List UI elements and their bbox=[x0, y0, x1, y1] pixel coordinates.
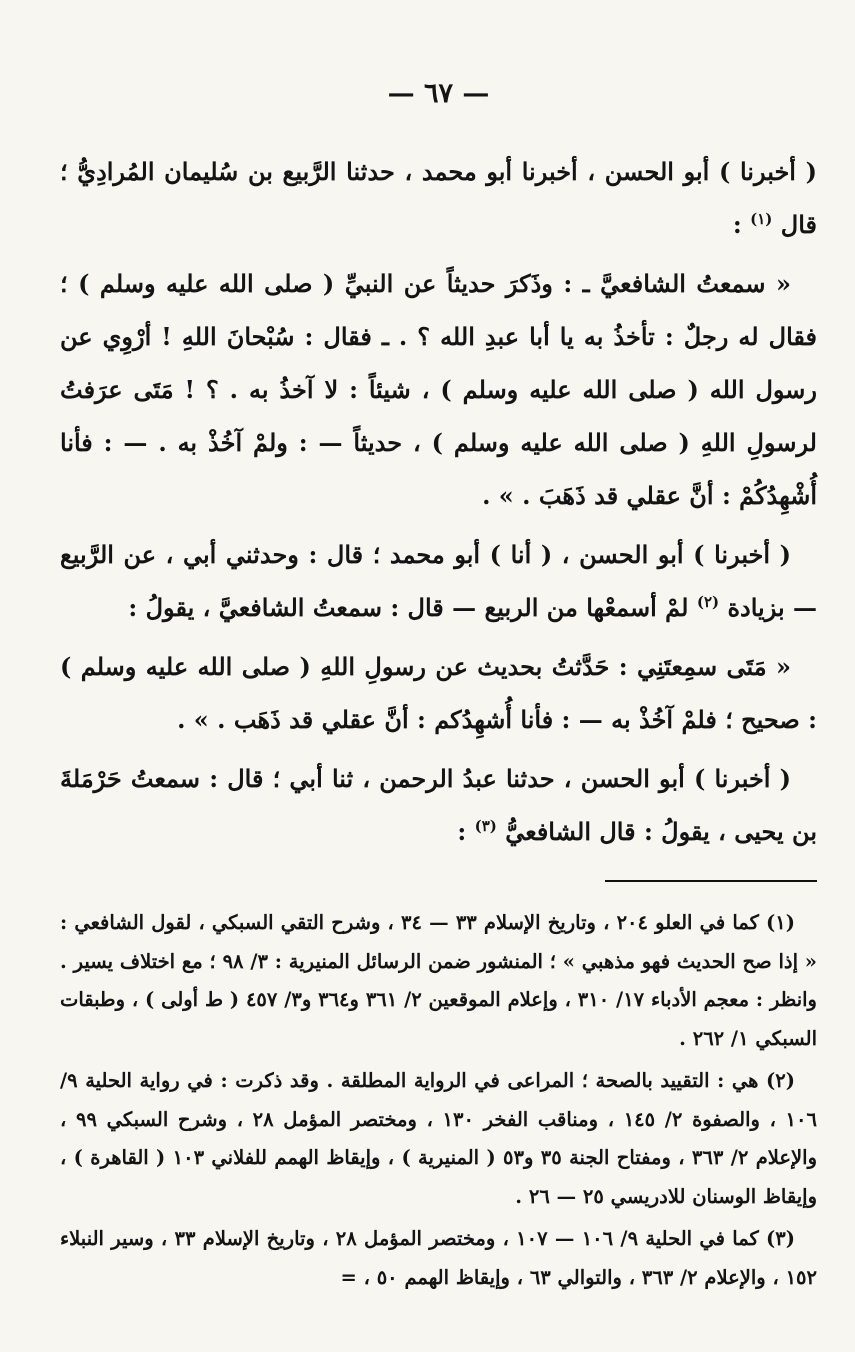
footnote-ref-2: (٢) bbox=[696, 593, 720, 611]
page-number: — ٦٧ — bbox=[387, 78, 490, 109]
footnote-1: (١) كما في العلو ٢٠٤ ، وتاريخ الإسلام ٣٣ — ٣٤ ، وشرح التقي السبكي ، لقول الشافعي : « إذا صح الحديث فهو مذهبي » ؛ المنشور ضمن الرسائل المنيرية : ٣/ ٩٨ ؛ مع اختلاف يسير . وانظر : معجم الأدباء ١٧/ ٣١٠ ، وإعلام الموقعين ٢/ ٣٦١ و٣٦٤ و٣/ ٤٥٧ ( ط أولى ) ، وطبقات السبكي ١/ ٢٦٢ . bbox=[60, 911, 817, 1050]
paragraph-5-text: ( أخبرنا ) أبو الحسن ، حدثنا عبدُ الرحمن ، ثنا أبي ؛ قال : سمعتُ حَرْمَلةَ بن يحيى ، يقولُ : قال الشافعيُّ bbox=[60, 764, 817, 846]
paragraph-4: « مَتَى سمِعتَنِي : حَدَّثتُ بحديث عن رسولِ اللهِ ( صلى الله عليه وسلم ) : صحيح ؛ فلمْ آخُذْ به — : فأنا أُشهِدُكم : أنَّ عقلي قد ذَهَب . » . bbox=[60, 652, 817, 734]
paragraph-2: « سمعتُ الشافعيَّ ـ : وذَكرَ حديثاً عن النبيِّ ( صلى الله عليه وسلم ) ؛ فقال له رجلٌ : تأخذُ به يا أبا عبدِ الله ؟ . ـ فقال : سُبْحانَ اللهِ ! أرْوِي عن رسول الله ( صلى الله عليه وسلم ) ، شيئاً : لا آخذُ به . ؟ ! مَتَى عرَفتُ لرسولِ اللهِ ( صلى الله عليه وسلم ) ، حديثاً — : ولمْ آخُذْ به . — : فأنا أُشْهِدُكُمْ : أنَّ عقلي قد ذَهَبَ . » . bbox=[60, 269, 817, 510]
footnote-ref-1: (١) bbox=[750, 210, 773, 228]
footnote-ref-3: (٣) bbox=[474, 817, 497, 835]
paragraph-3-cont: لمْ أسمعْها من الربيع — قال : سمعتُ الشافعيَّ ، يقولُ : bbox=[128, 593, 689, 622]
footnote-divider bbox=[605, 880, 817, 882]
paragraph-5 bbox=[60, 752, 817, 858]
footnotes bbox=[60, 904, 817, 1297]
main-text bbox=[60, 145, 817, 858]
footnote-2: (٢) هي : التقييد بالصحة ؛ المراعى في الرواية المطلقة . وقد ذكرت : في رواية الحلية ٩/ ١٠٦ ، والصفوة ٢/ ١٤٥ ، ومناقب الفخر ١٣٠ ، ومختصر المؤمل ٢٨ ، وشرح السبكي ٩٩ ، والإعلام ٢/ ٣٦٣ ، ومفتاح الجنة ٣٥ و٥٣ ( المنيرية ) ، وإيقاظ الهمم للفلاني ١٠٣ ( القاهرة ) ، وإيقاظ الوسنان للادريسي ٢٥ — ٢٦ . bbox=[60, 1069, 817, 1208]
paragraph-1-text: ( أخبرنا ) أبو الحسن ، أخبرنا أبو محمد ، حدثنا الرَّبيع بن سُليمان المُرادِيُّ ؛ قال bbox=[60, 157, 817, 239]
paragraph-3-text: ( أخبرنا ) أبو الحسن ، ( أنا ) أبو محمد ؛ قال : وحدثني أبي ، عن الرَّبيع — بزيادة bbox=[60, 540, 817, 622]
paragraph-3 bbox=[60, 528, 817, 634]
paragraph-5-colon: : bbox=[457, 817, 467, 846]
paragraph-1: ( أخبرنا ) أبو الحسن ، أخبرنا أبو محمد ، حدثنا الرَّبيع بن سُليمان المُرادِيُّ ؛ قال $^{(١)}$ : bbox=[60, 157, 817, 239]
footnote-3: (٣) كما في الحلية ٩/ ١٠٦ — ١٠٧ ، ومختصر المؤمل ٢٨ ، وتاريخ الإسلام ٣٣ ، وسير النبلاء ١٥٢ ، والإعلام ٢/ ٣٦٣ ، والتوالي ٦٣ ، وإيقاظ الهمم ٥٠ ، = bbox=[60, 1227, 817, 1289]
